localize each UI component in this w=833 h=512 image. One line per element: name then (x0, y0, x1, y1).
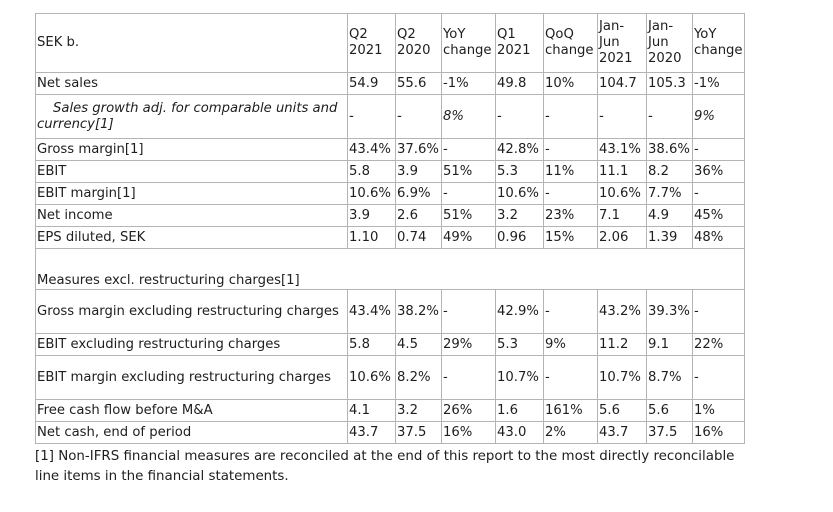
table-cell: - (496, 95, 544, 139)
table-cell: 5.3 (496, 334, 544, 356)
table-cell: 5.3 (496, 161, 544, 183)
table-cell: 8.2% (396, 356, 442, 400)
table-cell: 54.9 (348, 73, 396, 95)
table-cell: 26% (442, 400, 496, 422)
table-cell: - (693, 139, 745, 161)
table-cell: 16% (442, 422, 496, 444)
table-cell: 10% (544, 73, 598, 95)
table-cell: - (544, 290, 598, 334)
financial-highlights-table (35, 13, 745, 444)
row-label: EBIT (36, 161, 348, 183)
table-cell: 10.7% (598, 356, 647, 400)
row-label: Gross margin[1] (36, 139, 348, 161)
table-cell: 4.9 (647, 205, 693, 227)
table-cell: 2% (544, 422, 598, 444)
table-row (36, 73, 745, 95)
table-cell: - (647, 95, 693, 139)
table-cell: 43.4% (348, 290, 396, 334)
table-cell: 22% (693, 334, 745, 356)
table-cell: 37.5 (647, 422, 693, 444)
table-row (36, 334, 745, 356)
table-cell: 48% (693, 227, 745, 249)
table-cell: - (693, 290, 745, 334)
table-cell: 10.6% (598, 183, 647, 205)
table-cell: 43.7 (598, 422, 647, 444)
table-cell: 38.6% (647, 139, 693, 161)
table-cell: 161% (544, 400, 598, 422)
table-cell: 7.7% (647, 183, 693, 205)
table-cell: 8.7% (647, 356, 693, 400)
table-row (36, 422, 745, 444)
row-label: Net income (36, 205, 348, 227)
table-cell: - (544, 139, 598, 161)
table-cell: 43.7 (348, 422, 396, 444)
table-cell: 29% (442, 334, 496, 356)
table-cell: - (544, 356, 598, 400)
row-label: Gross margin excluding restructuring charges (36, 290, 348, 334)
row-label-text: Sales growth adj. for comparable units and currency[1] (37, 100, 338, 132)
table-cell: - (348, 95, 396, 139)
table-cell: 9% (693, 95, 745, 139)
table-cell: 104.7 (598, 73, 647, 95)
header-cell: Jan-Jun 2021 (598, 14, 647, 73)
table-row (36, 356, 745, 400)
table-cell: 8.2 (647, 161, 693, 183)
table-cell: 42.9% (496, 290, 544, 334)
table-cell: 1.10 (348, 227, 396, 249)
table-cell: - (693, 356, 745, 400)
table-cell: 23% (544, 205, 598, 227)
table-row (36, 290, 745, 334)
table-cell: 43.1% (598, 139, 647, 161)
row-label: EBIT excluding restructuring charges (36, 334, 348, 356)
table-cell: 36% (693, 161, 745, 183)
table-cell: 11.2 (598, 334, 647, 356)
table-cell: 5.8 (348, 334, 396, 356)
table-cell: 2.06 (598, 227, 647, 249)
header-cell: Q2 2021 (348, 14, 396, 73)
table-cell: 15% (544, 227, 598, 249)
table-cell: - (442, 139, 496, 161)
table-header-row (36, 14, 745, 73)
table-cell: 2.6 (396, 205, 442, 227)
table-cell: 37.6% (396, 139, 442, 161)
header-cell: YoY change (442, 14, 496, 73)
row-label: Net sales (36, 73, 348, 95)
table-cell: 10.7% (496, 356, 544, 400)
financial-report (35, 13, 747, 487)
table-cell: 11.1 (598, 161, 647, 183)
table-cell: 7.1 (598, 205, 647, 227)
table-cell: 4.5 (396, 334, 442, 356)
table-cell: 49.8 (496, 73, 544, 95)
row-label: Free cash flow before M&A (36, 400, 348, 422)
table-cell: 3.9 (396, 161, 442, 183)
section-header-row (36, 249, 745, 290)
section-title (36, 249, 745, 290)
table-cell: 43.4% (348, 139, 396, 161)
table-cell: 3.2 (496, 205, 544, 227)
header-cell: QoQ change (544, 14, 598, 73)
table-row (36, 139, 745, 161)
table-cell: 11% (544, 161, 598, 183)
header-cell: SEK b. (36, 14, 348, 73)
table-cell: 55.6 (396, 73, 442, 95)
row-label (36, 95, 348, 139)
table-cell: 42.8% (496, 139, 544, 161)
table-cell: 0.96 (496, 227, 544, 249)
table-row (36, 183, 745, 205)
table-row (36, 400, 745, 422)
table-cell: 5.6 (598, 400, 647, 422)
table-cell: 38.2% (396, 290, 442, 334)
footnote: [1] Non-IFRS financial measures are reconciled at the end of this report to the most directly reconcilable line items in the financial statements. (35, 449, 735, 484)
table-cell: 9.1 (647, 334, 693, 356)
section-title-text: Measures excl. restructuring charges[1] (37, 273, 300, 288)
table-cell: 6.9% (396, 183, 442, 205)
table-cell: 43.0 (496, 422, 544, 444)
table-cell: 43.2% (598, 290, 647, 334)
table-cell: - (442, 290, 496, 334)
header-cell: YoY change (693, 14, 745, 73)
row-label: EBIT margin excluding restructuring charges (36, 356, 348, 400)
table-cell: -1% (693, 73, 745, 95)
table-row (36, 161, 745, 183)
table-cell: - (442, 356, 496, 400)
table-cell: 39.3% (647, 290, 693, 334)
row-label: EPS diluted, SEK (36, 227, 348, 249)
table-row (36, 205, 745, 227)
table-cell: 51% (442, 205, 496, 227)
table-cell: 9% (544, 334, 598, 356)
table-cell: 5.8 (348, 161, 396, 183)
table-cell: 37.5 (396, 422, 442, 444)
table-cell: - (442, 183, 496, 205)
table-cell: - (598, 95, 647, 139)
table-cell: 49% (442, 227, 496, 249)
row-label: EBIT margin[1] (36, 183, 348, 205)
table-cell: 1.39 (647, 227, 693, 249)
table-cell: 1% (693, 400, 745, 422)
table-row (36, 95, 745, 139)
table-cell: 45% (693, 205, 745, 227)
table-row (36, 227, 745, 249)
table-cell: - (544, 183, 598, 205)
table-cell: 4.1 (348, 400, 396, 422)
table-cell: 5.6 (647, 400, 693, 422)
row-label: Net cash, end of period (36, 422, 348, 444)
table-cell: 3.9 (348, 205, 396, 227)
table-cell: 3.2 (396, 400, 442, 422)
table-cell: 10.6% (496, 183, 544, 205)
table-cell: 51% (442, 161, 496, 183)
table-cell: - (396, 95, 442, 139)
header-cell: Jan-Jun 2020 (647, 14, 693, 73)
header-cell: Q1 2021 (496, 14, 544, 73)
table-cell: 1.6 (496, 400, 544, 422)
table-cell: 8% (442, 95, 496, 139)
table-cell: 105.3 (647, 73, 693, 95)
table-cell: - (544, 95, 598, 139)
table-cell: 0.74 (396, 227, 442, 249)
table-cell: 16% (693, 422, 745, 444)
table-cell: - (693, 183, 745, 205)
table-cell: -1% (442, 73, 496, 95)
header-cell: Q2 2020 (396, 14, 442, 73)
table-cell: 10.6% (348, 183, 396, 205)
table-cell: 10.6% (348, 356, 396, 400)
